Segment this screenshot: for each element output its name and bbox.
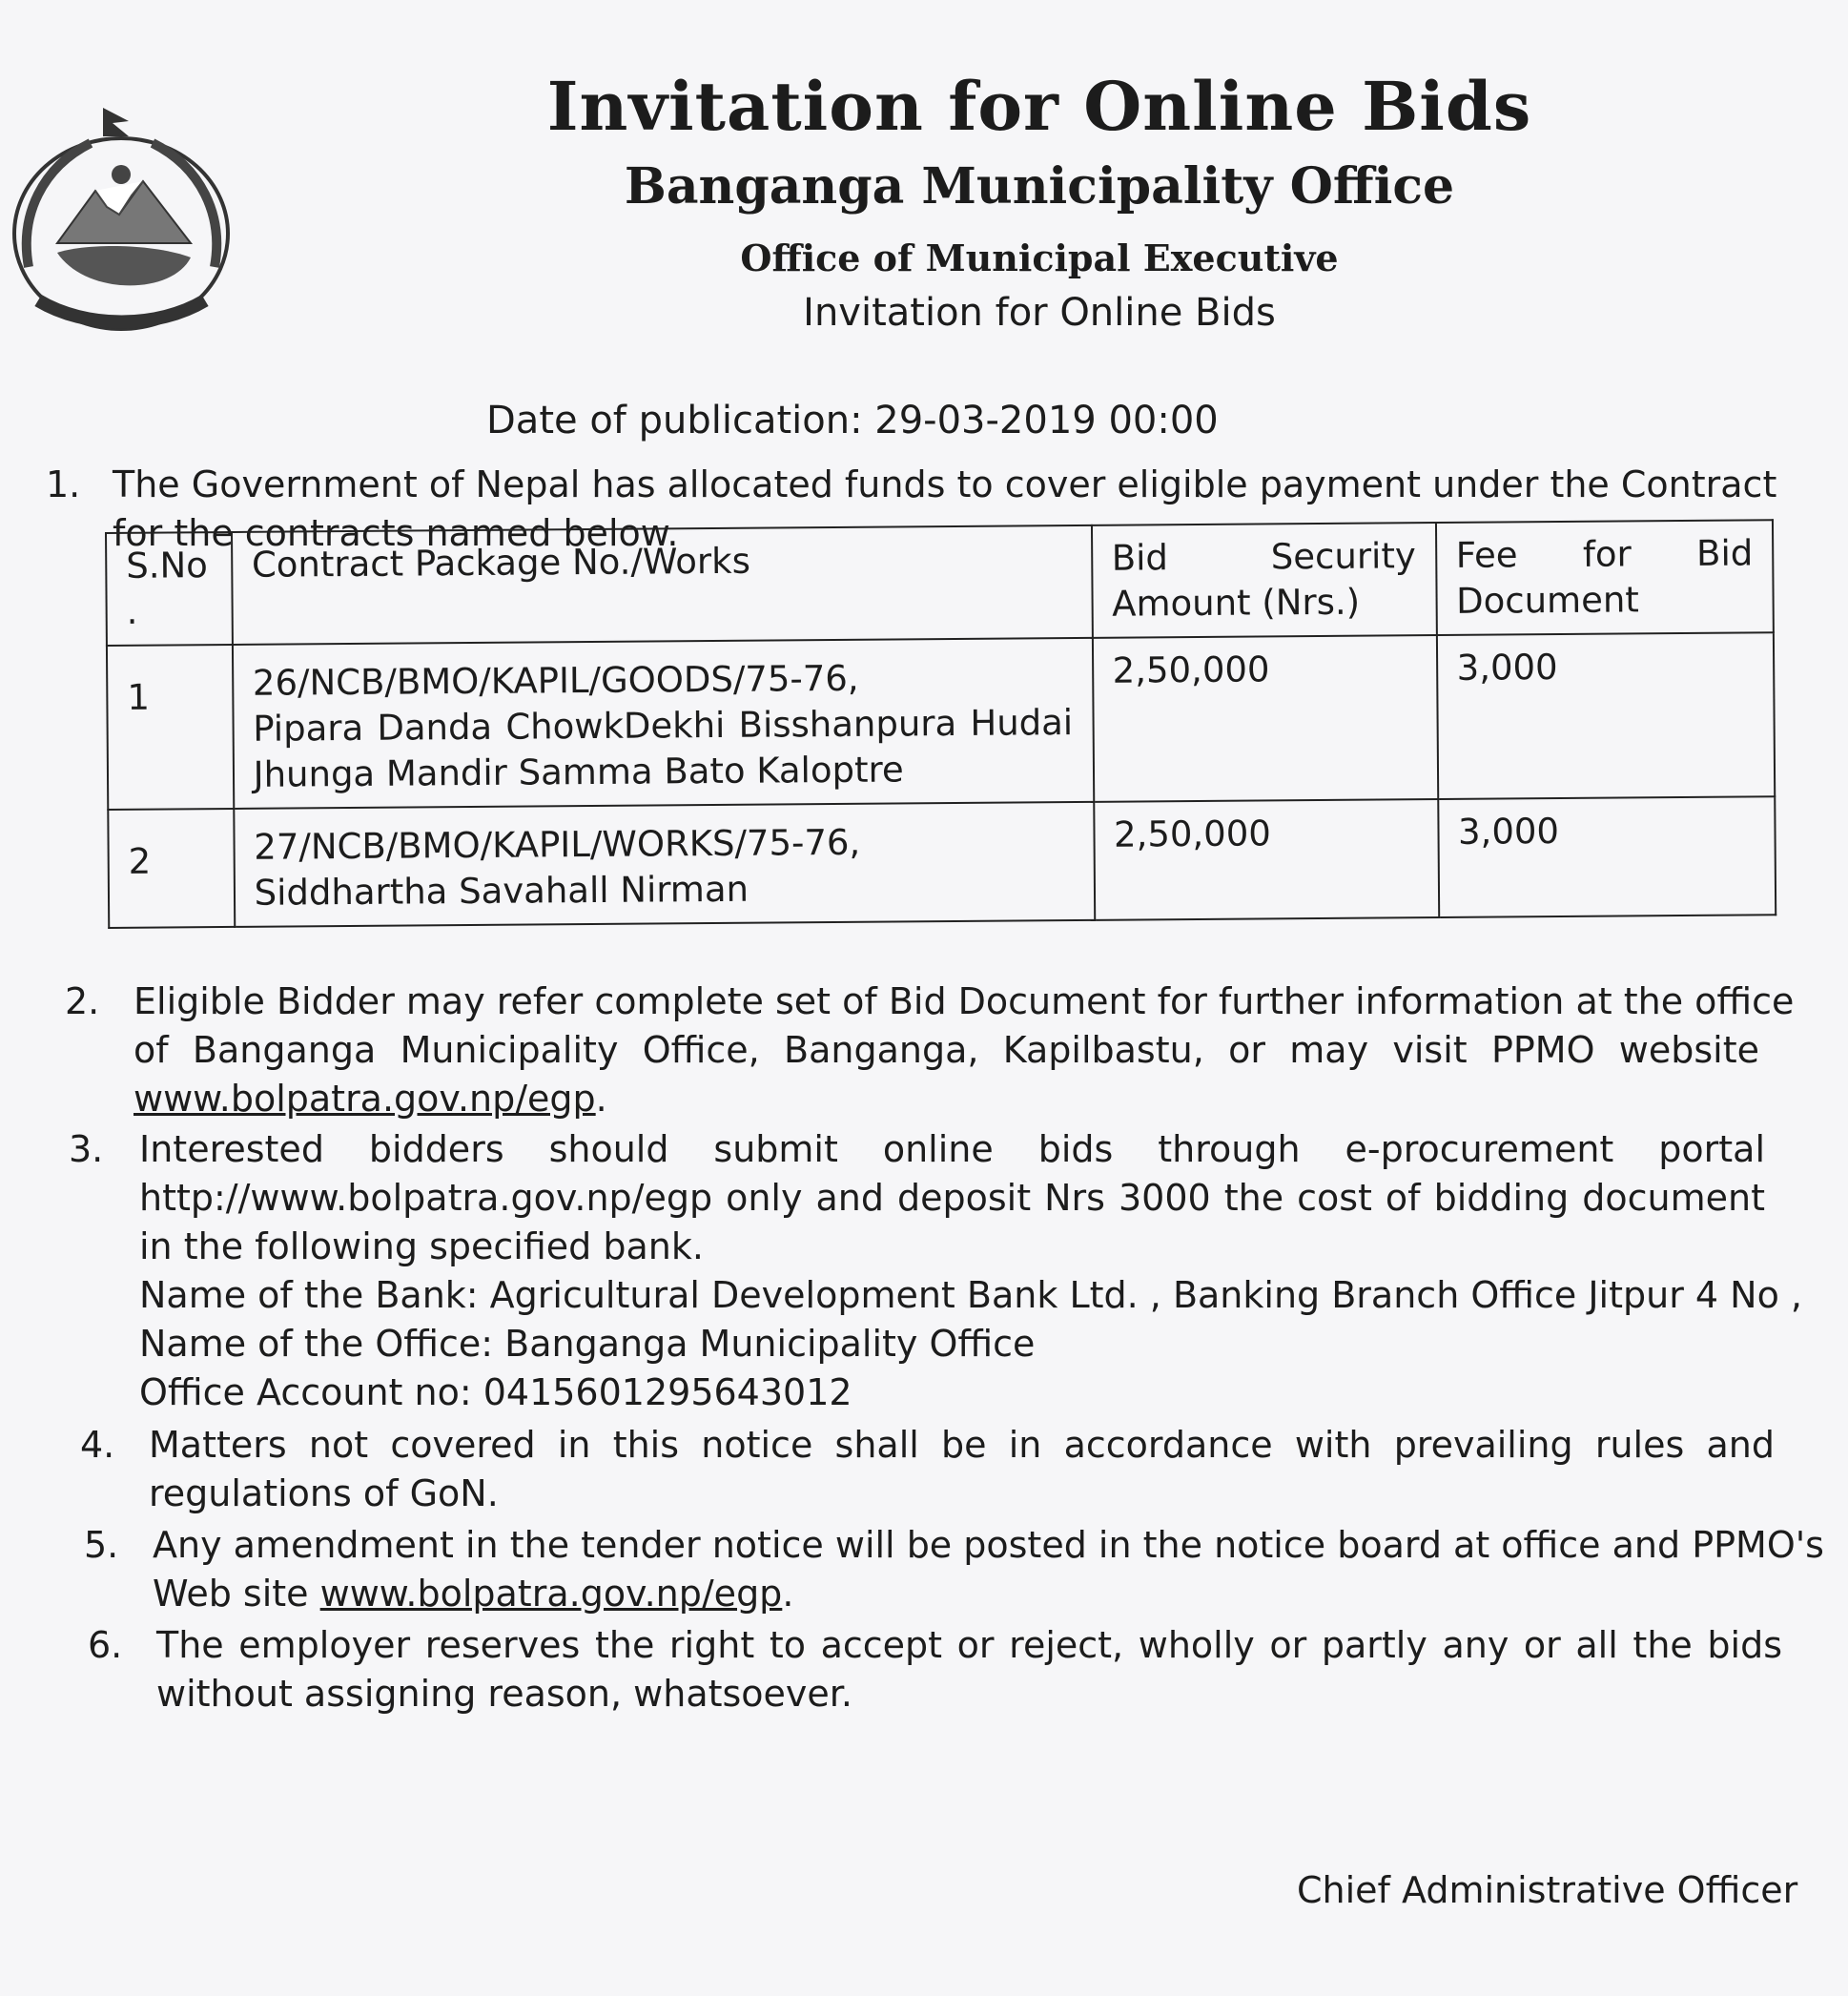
office-name-line: Name of the Office: Banganga Municipality Office (139, 1323, 1036, 1365)
header-cell-package: Contract Package No./Works (232, 525, 1093, 645)
paragraph-2 (65, 977, 1795, 1130)
header-label: Document (1455, 579, 1639, 622)
cell-package (233, 638, 1094, 809)
header-label: S.No (126, 545, 209, 586)
package-line: 26/NCB/BMO/KAPIL/GOODS/75-76, (252, 657, 859, 704)
header-label (1456, 530, 1754, 578)
paragraph-line: The employer reserves the right to accept or reject, wholly or partly any or all the bids (156, 1624, 1782, 1666)
link-prefix: Web site (153, 1573, 320, 1615)
header-cell-security (1092, 523, 1437, 638)
header-word: Bid (1111, 537, 1169, 579)
paragraph-line (133, 1075, 1759, 1123)
paragraph-number: 3. (69, 1128, 104, 1170)
paragraph-line: The Government of Nepal has allocated funds to cover eligible payment under the Contract (113, 463, 1777, 505)
table-header-row (106, 520, 1774, 646)
package-line: Siddhartha Savahall Nirman (254, 868, 749, 914)
bank-name: Name of the Bank: Agricultural Development Bank Ltd. , Banking Branch Office Jitpur 4 No , (139, 1274, 1803, 1316)
cell-sno: 2 (108, 809, 235, 928)
paragraph-line: in the following specified bank. (139, 1225, 704, 1267)
cell-sno: 1 (107, 645, 234, 810)
paragraph-line: http://www.bolpatra.gov.np/egp only and deposit Nrs 3000 the cost of bidding document (139, 1177, 1765, 1219)
paragraph-4 (80, 1421, 1777, 1526)
paragraph-line: for the contracts named below. (113, 512, 679, 554)
cell-fee: 3,000 (1436, 632, 1775, 799)
header-label: Amount (Nrs.) (1111, 581, 1361, 625)
notice-title: Invitation for Online Bids (546, 67, 1532, 146)
signature-title: Chief Administrative Officer (1297, 1869, 1798, 1911)
paragraph-line: Matters not covered in this notice shall be in accordance with prevailing rules and (149, 1424, 1775, 1466)
header-word: for (1582, 533, 1632, 575)
table-row (108, 796, 1776, 928)
cell-security: 2,50,000 (1092, 635, 1437, 802)
package-line: Jhunga Mandir Samma Bato Kaloptre (253, 749, 904, 795)
punctuation: . (595, 1078, 607, 1120)
paragraph-line (153, 1570, 1778, 1618)
paragraph-line: without assigning reason, whatsoever. (156, 1673, 853, 1715)
paragraph-number: 2. (65, 980, 100, 1022)
paragraph-5 (84, 1521, 1824, 1626)
header-word: Fee (1455, 534, 1518, 576)
paragraph-line: Interested bidders should submit online bids through e-procurement portal (139, 1128, 1765, 1170)
account-number: Office Account no: 0415601295643012 (139, 1371, 852, 1413)
department-name: Office of Municipal Executive (740, 237, 1339, 279)
ppmo-website-link[interactable]: www.bolpatra.gov.np/egp (133, 1078, 596, 1120)
table-row (107, 632, 1775, 810)
paragraph-number: 1. (46, 463, 81, 505)
paragraph-line: regulations of GoN. (149, 1472, 499, 1514)
paragraph-line: of Banganga Municipality Office, Banganga, Kapilbastu, or may visit PPMO website (133, 1029, 1759, 1071)
cell-fee: 3,000 (1438, 796, 1776, 917)
package-line: 27/NCB/BMO/KAPIL/WORKS/75-76, (254, 821, 861, 868)
notice-subtitle: Invitation for Online Bids (803, 291, 1276, 335)
paragraph-number: 6. (88, 1624, 123, 1666)
header-word: Security (1270, 535, 1416, 578)
nepal-government-emblem-icon (0, 100, 243, 343)
bids-table (105, 519, 1776, 929)
header-label: . (126, 590, 138, 632)
header-word: Bid (1695, 532, 1754, 574)
cell-security: 2,50,000 (1094, 799, 1439, 920)
punctuation: . (782, 1573, 794, 1615)
paragraph-3 (69, 1125, 1803, 1421)
header-label (1112, 533, 1416, 582)
header-cell-fee (1435, 520, 1773, 635)
package-line: Pipara Danda ChowkDekhi Bisshanpura Hudai (253, 702, 1074, 750)
paragraph-6 (88, 1621, 1785, 1726)
paragraph-number: 4. (80, 1424, 115, 1466)
header-cell-sno (106, 532, 233, 646)
paragraph-line: Eligible Bidder may refer complete set of Bid Document for further information at the office (133, 980, 1795, 1022)
publication-date: Date of publication: 29-03-2019 00:00 (486, 399, 1219, 442)
ppmo-website-link[interactable]: www.bolpatra.gov.np/egp (319, 1573, 783, 1615)
cell-package (234, 802, 1095, 927)
paragraph-line: Any amendment in the tender notice will be posted in the notice board at office and PPMO's (153, 1524, 1824, 1566)
paragraph-number: 5. (84, 1524, 119, 1566)
office-name: Banganga Municipality Office (624, 157, 1455, 216)
